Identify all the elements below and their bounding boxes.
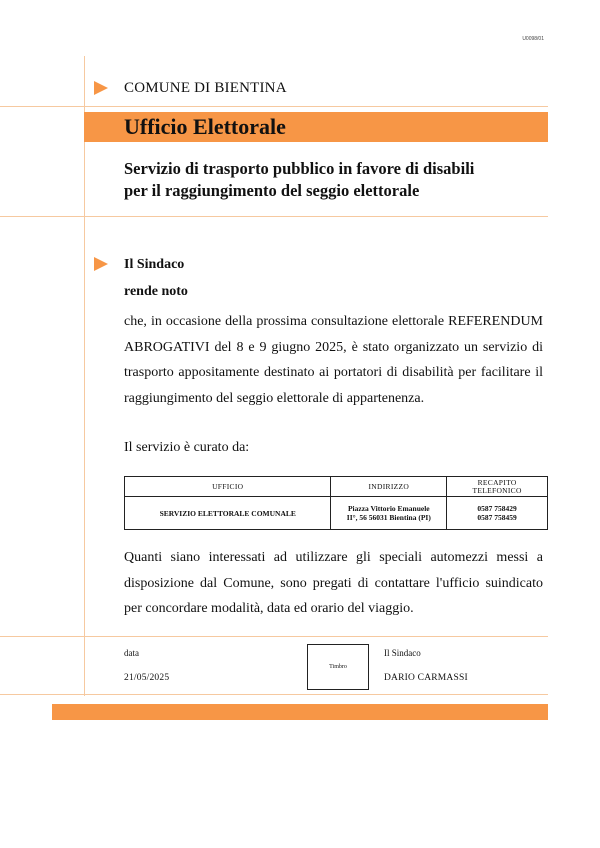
address-line: II°, 56 56031 Bientina (PI) [346, 513, 431, 522]
left-margin-rule [84, 56, 85, 696]
phone-number: 0587 758459 [477, 513, 517, 522]
sindaco-heading: Il Sindaco [124, 257, 185, 272]
divider [0, 216, 548, 217]
subtitle-line: Servizio di trasporto pubblico in favore di disabili [124, 159, 475, 178]
orange-triangle-icon [94, 257, 108, 271]
subtitle-line: per il raggiungimento del seggio elettorale [124, 181, 420, 200]
phone-number: 0587 758429 [477, 504, 517, 513]
curato-da-text: Il servizio è curato da: [124, 440, 250, 455]
date-label: data [124, 648, 139, 658]
stamp-box [307, 644, 369, 690]
column-header-indirizzo: INDIRIZZO [331, 477, 447, 497]
column-header-recapito [447, 477, 548, 497]
divider [0, 694, 548, 695]
column-header-ufficio: UFFICIO [125, 477, 331, 497]
office-title: Ufficio Elettorale [124, 114, 286, 139]
header-line: TELEFONICO [472, 485, 522, 495]
header-line: RECAPITO [477, 477, 517, 487]
rende-noto-heading: rende noto [124, 284, 188, 299]
service-table [124, 476, 548, 530]
table-row [125, 497, 548, 530]
cell-ufficio: SERVIZIO ELETTORALE COMUNALE [125, 497, 331, 530]
orange-triangle-icon [94, 81, 108, 95]
divider [0, 106, 548, 107]
table-header-row [125, 477, 548, 497]
date-value: 21/05/2025 [124, 673, 170, 683]
cell-indirizzo [331, 497, 447, 530]
signature-label: Il Sindaco [384, 648, 421, 658]
mayor-name: DARIO CARMASSI [384, 673, 468, 683]
bottom-band [52, 704, 548, 720]
service-subtitle [124, 158, 544, 202]
stamp-label: Timbro [329, 664, 347, 670]
notice-paragraph: che, in occasione della prossima consultazione elettorale REFERENDUM ABROGATIVI del 8 e 9 giugno 2025, è stato organizzato un servizio di trasporto appositamente destinato ai portatori di disabilità per facilitare il raggiungimento del seggio elettorale di appartenenza. [124, 314, 543, 406]
closing-paragraph: Quanti siano interessati ad utilizzare gli speciali automezzi messi a disposizione dal Comune, sono pregati di contattare l'ufficio suindicato per concordare modalità, data ed orario del viaggio. [124, 550, 543, 616]
comune-name: COMUNE DI BIENTINA [124, 80, 287, 96]
document-code: U0098/01 [522, 36, 544, 42]
divider [0, 636, 548, 637]
address-line: Piazza Vittorio Emanuele [347, 504, 430, 513]
cell-telefono [447, 497, 548, 530]
